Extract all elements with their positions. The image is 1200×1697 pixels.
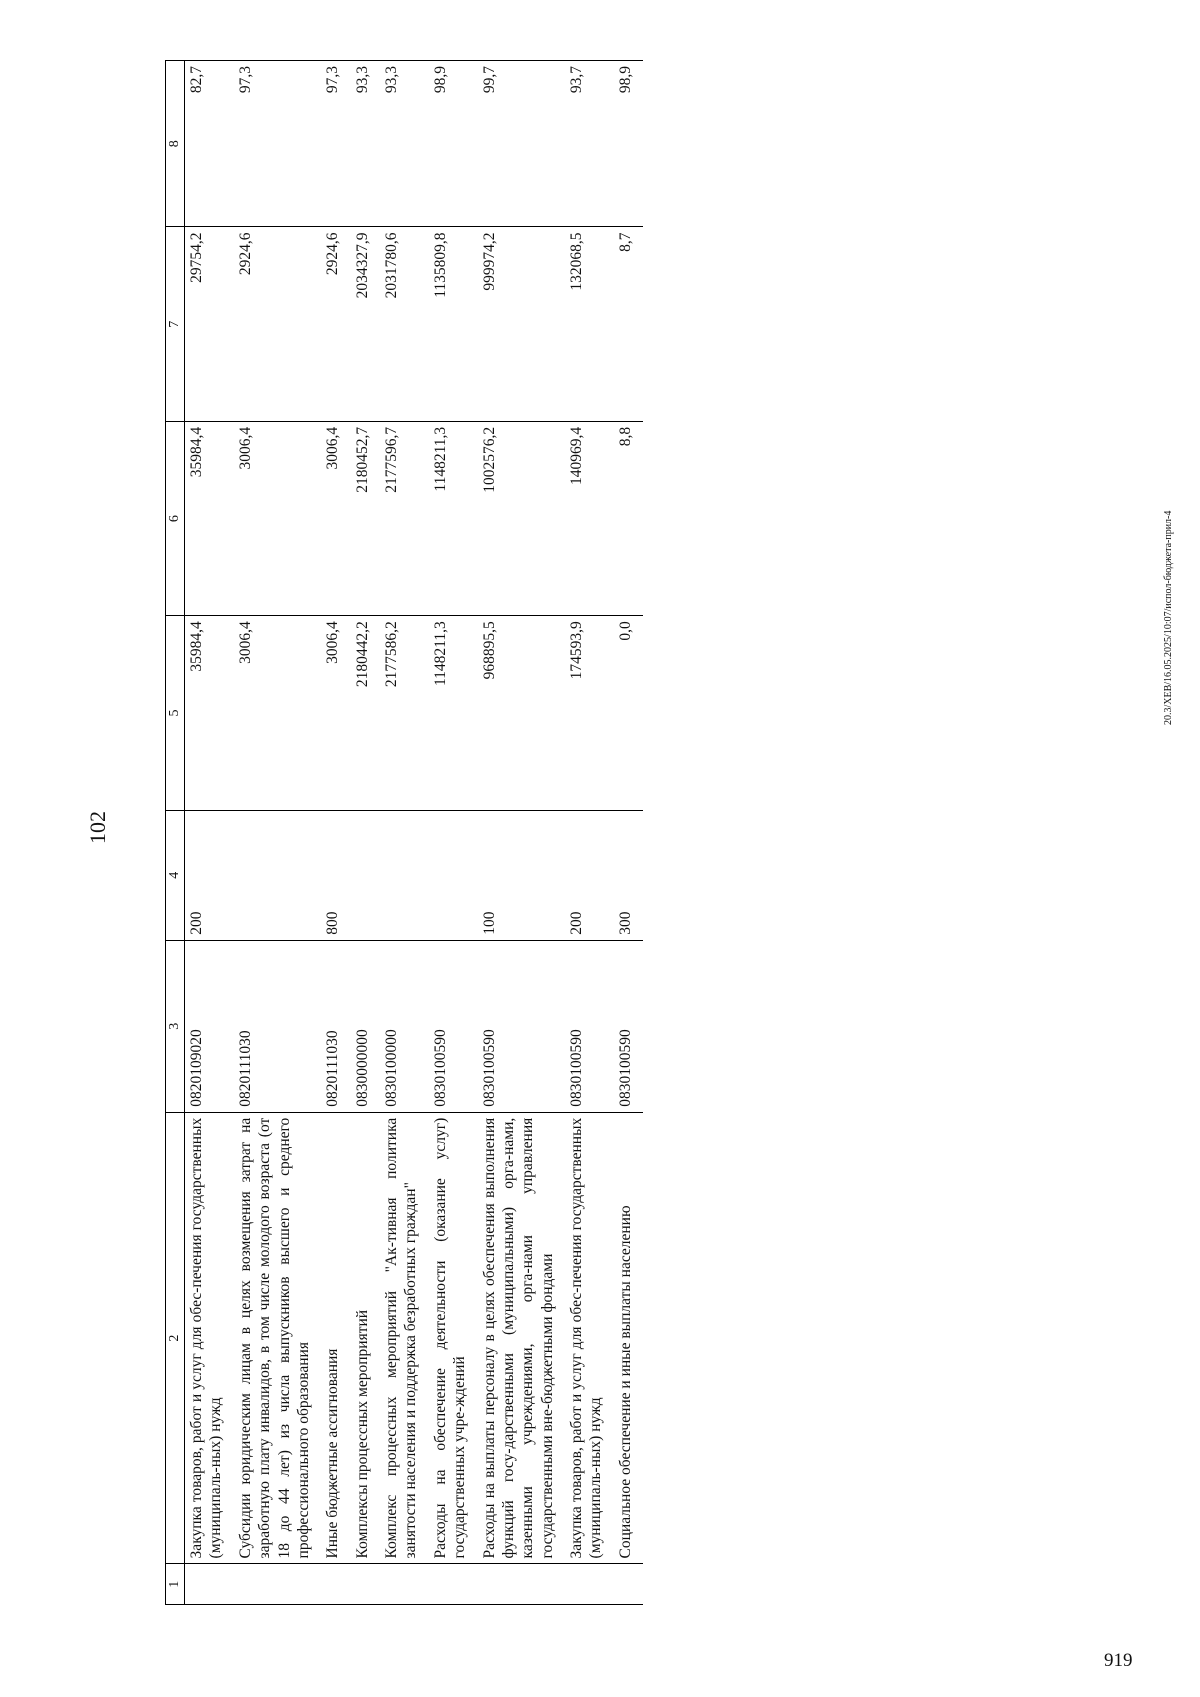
budget-table bbox=[165, 60, 643, 1605]
description-cell: Комплекс процессных мероприятий "Ак-тивная политика занятости населения и поддержка безработных граждан" bbox=[380, 1112, 429, 1564]
plan-approved-cell: 0,0 bbox=[614, 616, 643, 810]
plan-adjusted-cell: 3006,4 bbox=[321, 421, 350, 615]
table-row bbox=[185, 61, 234, 1605]
table-row bbox=[565, 61, 614, 1605]
description-cell: Расходы на выплаты персоналу в целях обеспечения выполнения функций госу-дарственными (муниципальными) орга-нами, казенными учреждениями, орга-нами управления государственными вне-бюджетными фондами bbox=[478, 1112, 566, 1564]
row-index-cell bbox=[321, 1564, 350, 1605]
plan-adjusted-cell: 3006,4 bbox=[234, 421, 322, 615]
description-cell: Субсидии юридическим лицам в целях возмещения затрат на заработную плату инвалидов, в том числе молодого возраста (от 18 до 44 лет) из числа выпускников высшего и среднего профессионального образования bbox=[234, 1112, 322, 1564]
page-number: 102 bbox=[85, 811, 110, 844]
percent-executed-cell: 98,9 bbox=[429, 61, 478, 227]
plan-approved-cell: 3006,4 bbox=[234, 616, 322, 810]
executed-cell: 2034327,9 bbox=[351, 227, 380, 421]
percent-executed-cell: 98,9 bbox=[614, 61, 643, 227]
executed-cell: 2924,6 bbox=[321, 227, 350, 421]
executed-cell: 1135809,8 bbox=[429, 227, 478, 421]
percent-executed-cell: 93,7 bbox=[565, 61, 614, 227]
executed-cell: 29754,2 bbox=[185, 227, 234, 421]
plan-adjusted-cell: 8,8 bbox=[614, 421, 643, 615]
row-index-cell bbox=[185, 1564, 234, 1605]
plan-approved-cell: 35984,4 bbox=[185, 616, 234, 810]
plan-approved-cell: 2177586,2 bbox=[380, 616, 429, 810]
target-code-cell: 0830100590 bbox=[614, 940, 643, 1112]
column-header-6: 6 bbox=[166, 421, 185, 615]
plan-adjusted-cell: 2180452,7 bbox=[351, 421, 380, 615]
row-index-cell bbox=[234, 1564, 322, 1605]
expense-type-cell: 100 bbox=[478, 810, 566, 940]
description-cell: Закупка товаров, работ и услуг для обес-печения государственных (муниципаль-ных) нужд bbox=[565, 1112, 614, 1564]
target-code-cell: 0820111030 bbox=[321, 940, 350, 1112]
table-row bbox=[380, 61, 429, 1605]
plan-approved-cell: 174593,9 bbox=[565, 616, 614, 810]
column-header-3: 3 bbox=[166, 940, 185, 1112]
row-index-cell bbox=[429, 1564, 478, 1605]
column-header-4: 4 bbox=[166, 810, 185, 940]
sheet-number: 919 bbox=[1104, 1650, 1133, 1671]
row-index-cell bbox=[614, 1564, 643, 1605]
expense-type-cell: 300 bbox=[614, 810, 643, 940]
percent-executed-cell: 93,3 bbox=[380, 61, 429, 227]
table-row bbox=[351, 61, 380, 1605]
column-header-1: 1 bbox=[166, 1564, 185, 1605]
table-row bbox=[321, 61, 350, 1605]
table-body bbox=[185, 61, 644, 1605]
target-code-cell: 0830100000 bbox=[380, 940, 429, 1112]
description-cell: Иные бюджетные ассигнования bbox=[321, 1112, 350, 1564]
expense-type-cell bbox=[351, 810, 380, 940]
column-header-8: 8 bbox=[166, 61, 185, 227]
table-row bbox=[234, 61, 322, 1605]
expense-type-cell bbox=[380, 810, 429, 940]
row-index-cell bbox=[351, 1564, 380, 1605]
executed-cell: 8,7 bbox=[614, 227, 643, 421]
row-index-cell bbox=[380, 1564, 429, 1605]
target-code-cell: 0830100590 bbox=[478, 940, 566, 1112]
document-code: 20.3/ХЕВ/16.05.2025/10:07/испол-бюджета-прил-4 bbox=[1163, 510, 1174, 725]
table-header-row bbox=[166, 61, 185, 1605]
target-code-cell: 0830000000 bbox=[351, 940, 380, 1112]
description-cell: Расходы на обеспечение деятельности (оказание услуг) государственных учре-ждений bbox=[429, 1112, 478, 1564]
description-cell: Закупка товаров, работ и услуг для обес-печения государственных (муниципаль-ных) нужд bbox=[185, 1112, 234, 1564]
expense-type-cell: 200 bbox=[565, 810, 614, 940]
description-cell: Комплексы процессных мероприятий bbox=[351, 1112, 380, 1564]
target-code-cell: 0820111030 bbox=[234, 940, 322, 1112]
description-cell: Социальное обеспечение и иные выплаты населению bbox=[614, 1112, 643, 1564]
target-code-cell: 0830100590 bbox=[429, 940, 478, 1112]
target-code-cell: 0830100590 bbox=[565, 940, 614, 1112]
target-code-cell: 0820109020 bbox=[185, 940, 234, 1112]
percent-executed-cell: 93,3 bbox=[351, 61, 380, 227]
column-header-5: 5 bbox=[166, 616, 185, 810]
plan-adjusted-cell: 2177596,7 bbox=[380, 421, 429, 615]
row-index-cell bbox=[565, 1564, 614, 1605]
percent-executed-cell: 97,3 bbox=[234, 61, 322, 227]
plan-approved-cell: 1148211,3 bbox=[429, 616, 478, 810]
table-row bbox=[429, 61, 478, 1605]
expense-type-cell bbox=[429, 810, 478, 940]
table-row bbox=[614, 61, 643, 1605]
executed-cell: 999974,2 bbox=[478, 227, 566, 421]
percent-executed-cell: 99,7 bbox=[478, 61, 566, 227]
plan-adjusted-cell: 1002576,2 bbox=[478, 421, 566, 615]
executed-cell: 2924,6 bbox=[234, 227, 322, 421]
column-header-7: 7 bbox=[166, 227, 185, 421]
row-index-cell bbox=[478, 1564, 566, 1605]
plan-approved-cell: 3006,4 bbox=[321, 616, 350, 810]
plan-approved-cell: 2180442,2 bbox=[351, 616, 380, 810]
expense-type-cell bbox=[234, 810, 322, 940]
expense-type-cell: 800 bbox=[321, 810, 350, 940]
executed-cell: 132068,5 bbox=[565, 227, 614, 421]
plan-approved-cell: 968895,5 bbox=[478, 616, 566, 810]
percent-executed-cell: 82,7 bbox=[185, 61, 234, 227]
plan-adjusted-cell: 140969,4 bbox=[565, 421, 614, 615]
plan-adjusted-cell: 1148211,3 bbox=[429, 421, 478, 615]
budget-table-rotated bbox=[165, 60, 1045, 1605]
plan-adjusted-cell: 35984,4 bbox=[185, 421, 234, 615]
executed-cell: 2031780,6 bbox=[380, 227, 429, 421]
expense-type-cell: 200 bbox=[185, 810, 234, 940]
table-row bbox=[478, 61, 566, 1605]
percent-executed-cell: 97,3 bbox=[321, 61, 350, 227]
column-header-2: 2 bbox=[166, 1112, 185, 1564]
